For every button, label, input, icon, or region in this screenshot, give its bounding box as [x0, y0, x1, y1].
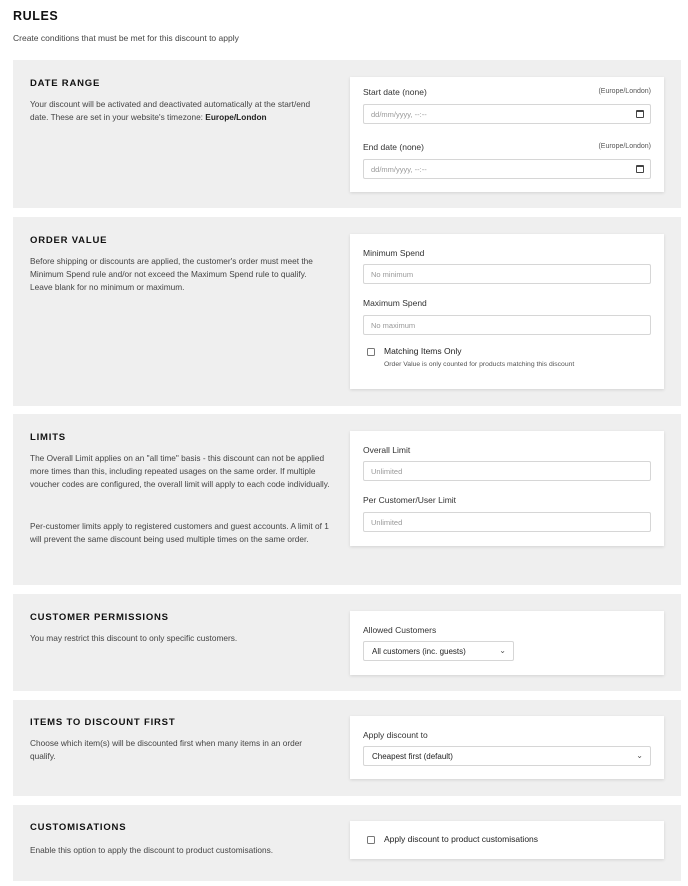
limits-section	[13, 414, 681, 585]
allowed-customers-select[interactable]	[363, 641, 514, 661]
section-title: CUSTOMER PERMISSIONS	[30, 612, 169, 623]
section-title: LIMITS	[30, 432, 66, 443]
customisations-card	[350, 821, 664, 859]
matching-items-help: Order Value is only counted for products matching this discount	[384, 361, 575, 368]
items-to-discount-first-card	[350, 716, 664, 779]
allowed-customers-value: All customers (inc. guests)	[372, 647, 466, 656]
limits-card	[350, 431, 664, 546]
overall-limit-placeholder: Unlimited	[371, 467, 403, 476]
apply-discount-to-select[interactable]	[363, 746, 651, 766]
apply-discount-to-value: Cheapest first (default)	[372, 752, 453, 761]
calendar-icon[interactable]	[636, 110, 644, 118]
section-description: Per-customer limits apply to registered customers and guest accounts. A limit of 1 will prevent the same discount being used multiple times on the same order.	[30, 521, 329, 545]
section-description: The Overall Limit applies on an "all time" basis - this discount can not be applied more times than this, including repeated usages on the same order. If multiple voucher codes are configured, the overall limit will apply to each code individually.	[30, 453, 330, 490]
date-range-section	[13, 60, 681, 208]
apply-to-customisations-checkbox[interactable]	[367, 836, 375, 844]
page-title: RULES	[13, 9, 59, 23]
chevron-down-icon[interactable]: ⌄	[636, 751, 643, 760]
per-customer-limit-input[interactable]	[363, 512, 651, 532]
minimum-spend-placeholder: No minimum	[371, 270, 414, 279]
apply-to-customisations-label[interactable]: Apply discount to product customisations	[384, 834, 539, 844]
maximum-spend-placeholder: No maximum	[371, 321, 416, 330]
end-date-input[interactable]	[363, 159, 651, 179]
minimum-spend-label: Minimum Spend	[363, 248, 425, 258]
customer-permissions-section	[13, 594, 681, 691]
section-title: ORDER VALUE	[30, 235, 108, 246]
section-description: You may restrict this discount to only specific customers.	[30, 633, 238, 643]
section-description	[30, 98, 330, 124]
apply-discount-to-label: Apply discount to	[363, 730, 428, 740]
end-date-timezone: (Europe/London)	[598, 143, 651, 150]
maximum-spend-input[interactable]	[363, 315, 651, 335]
per-customer-limit-placeholder: Unlimited	[371, 518, 403, 527]
order-value-card	[350, 234, 664, 389]
description-text: Your discount will be activated and deactivated automatically at the start/end date. These are set in your website's timezone:	[30, 99, 311, 123]
end-date-label: End date (none)	[363, 142, 424, 152]
section-description: Before shipping or discounts are applied, the customer's order must meet the Minimum Spend rule and/or not exceed the Maximum Spend rule to qualify. Leave blank for no minimum or maximum.	[30, 256, 313, 293]
order-value-section	[13, 217, 681, 406]
matching-items-checkbox[interactable]	[367, 348, 375, 356]
section-description: Enable this option to apply the discount to product customisations.	[30, 845, 274, 855]
section-title: ITEMS TO DISCOUNT FIRST	[30, 717, 176, 728]
start-date-label: Start date (none)	[363, 87, 427, 97]
start-date-input[interactable]	[363, 104, 651, 124]
start-date-placeholder: dd/mm/yyyy, --:--	[371, 110, 427, 119]
maximum-spend-label: Maximum Spend	[363, 298, 427, 308]
section-title: CUSTOMISATIONS	[30, 822, 127, 833]
items-to-discount-first-section	[13, 700, 681, 796]
overall-limit-input[interactable]	[363, 461, 651, 481]
customer-permissions-card	[350, 611, 664, 675]
minimum-spend-input[interactable]	[363, 264, 651, 284]
matching-items-label[interactable]: Matching Items Only	[384, 346, 462, 356]
section-description: Choose which item(s) will be discounted first when many items in an order qualify.	[30, 738, 303, 762]
per-customer-limit-label: Per Customer/User Limit	[363, 495, 457, 505]
page-subtitle: Create conditions that must be met for this discount to apply	[13, 33, 239, 43]
timezone-text: Europe/London	[205, 112, 267, 123]
date-range-card	[350, 77, 664, 192]
overall-limit-label: Overall Limit	[363, 445, 411, 455]
allowed-customers-label: Allowed Customers	[363, 625, 437, 635]
chevron-down-icon[interactable]: ⌄	[499, 646, 506, 655]
start-date-timezone: (Europe/London)	[598, 88, 651, 95]
section-title: DATE RANGE	[30, 78, 101, 89]
customisations-section	[13, 805, 681, 881]
end-date-placeholder: dd/mm/yyyy, --:--	[371, 165, 427, 174]
calendar-icon[interactable]	[636, 165, 644, 173]
